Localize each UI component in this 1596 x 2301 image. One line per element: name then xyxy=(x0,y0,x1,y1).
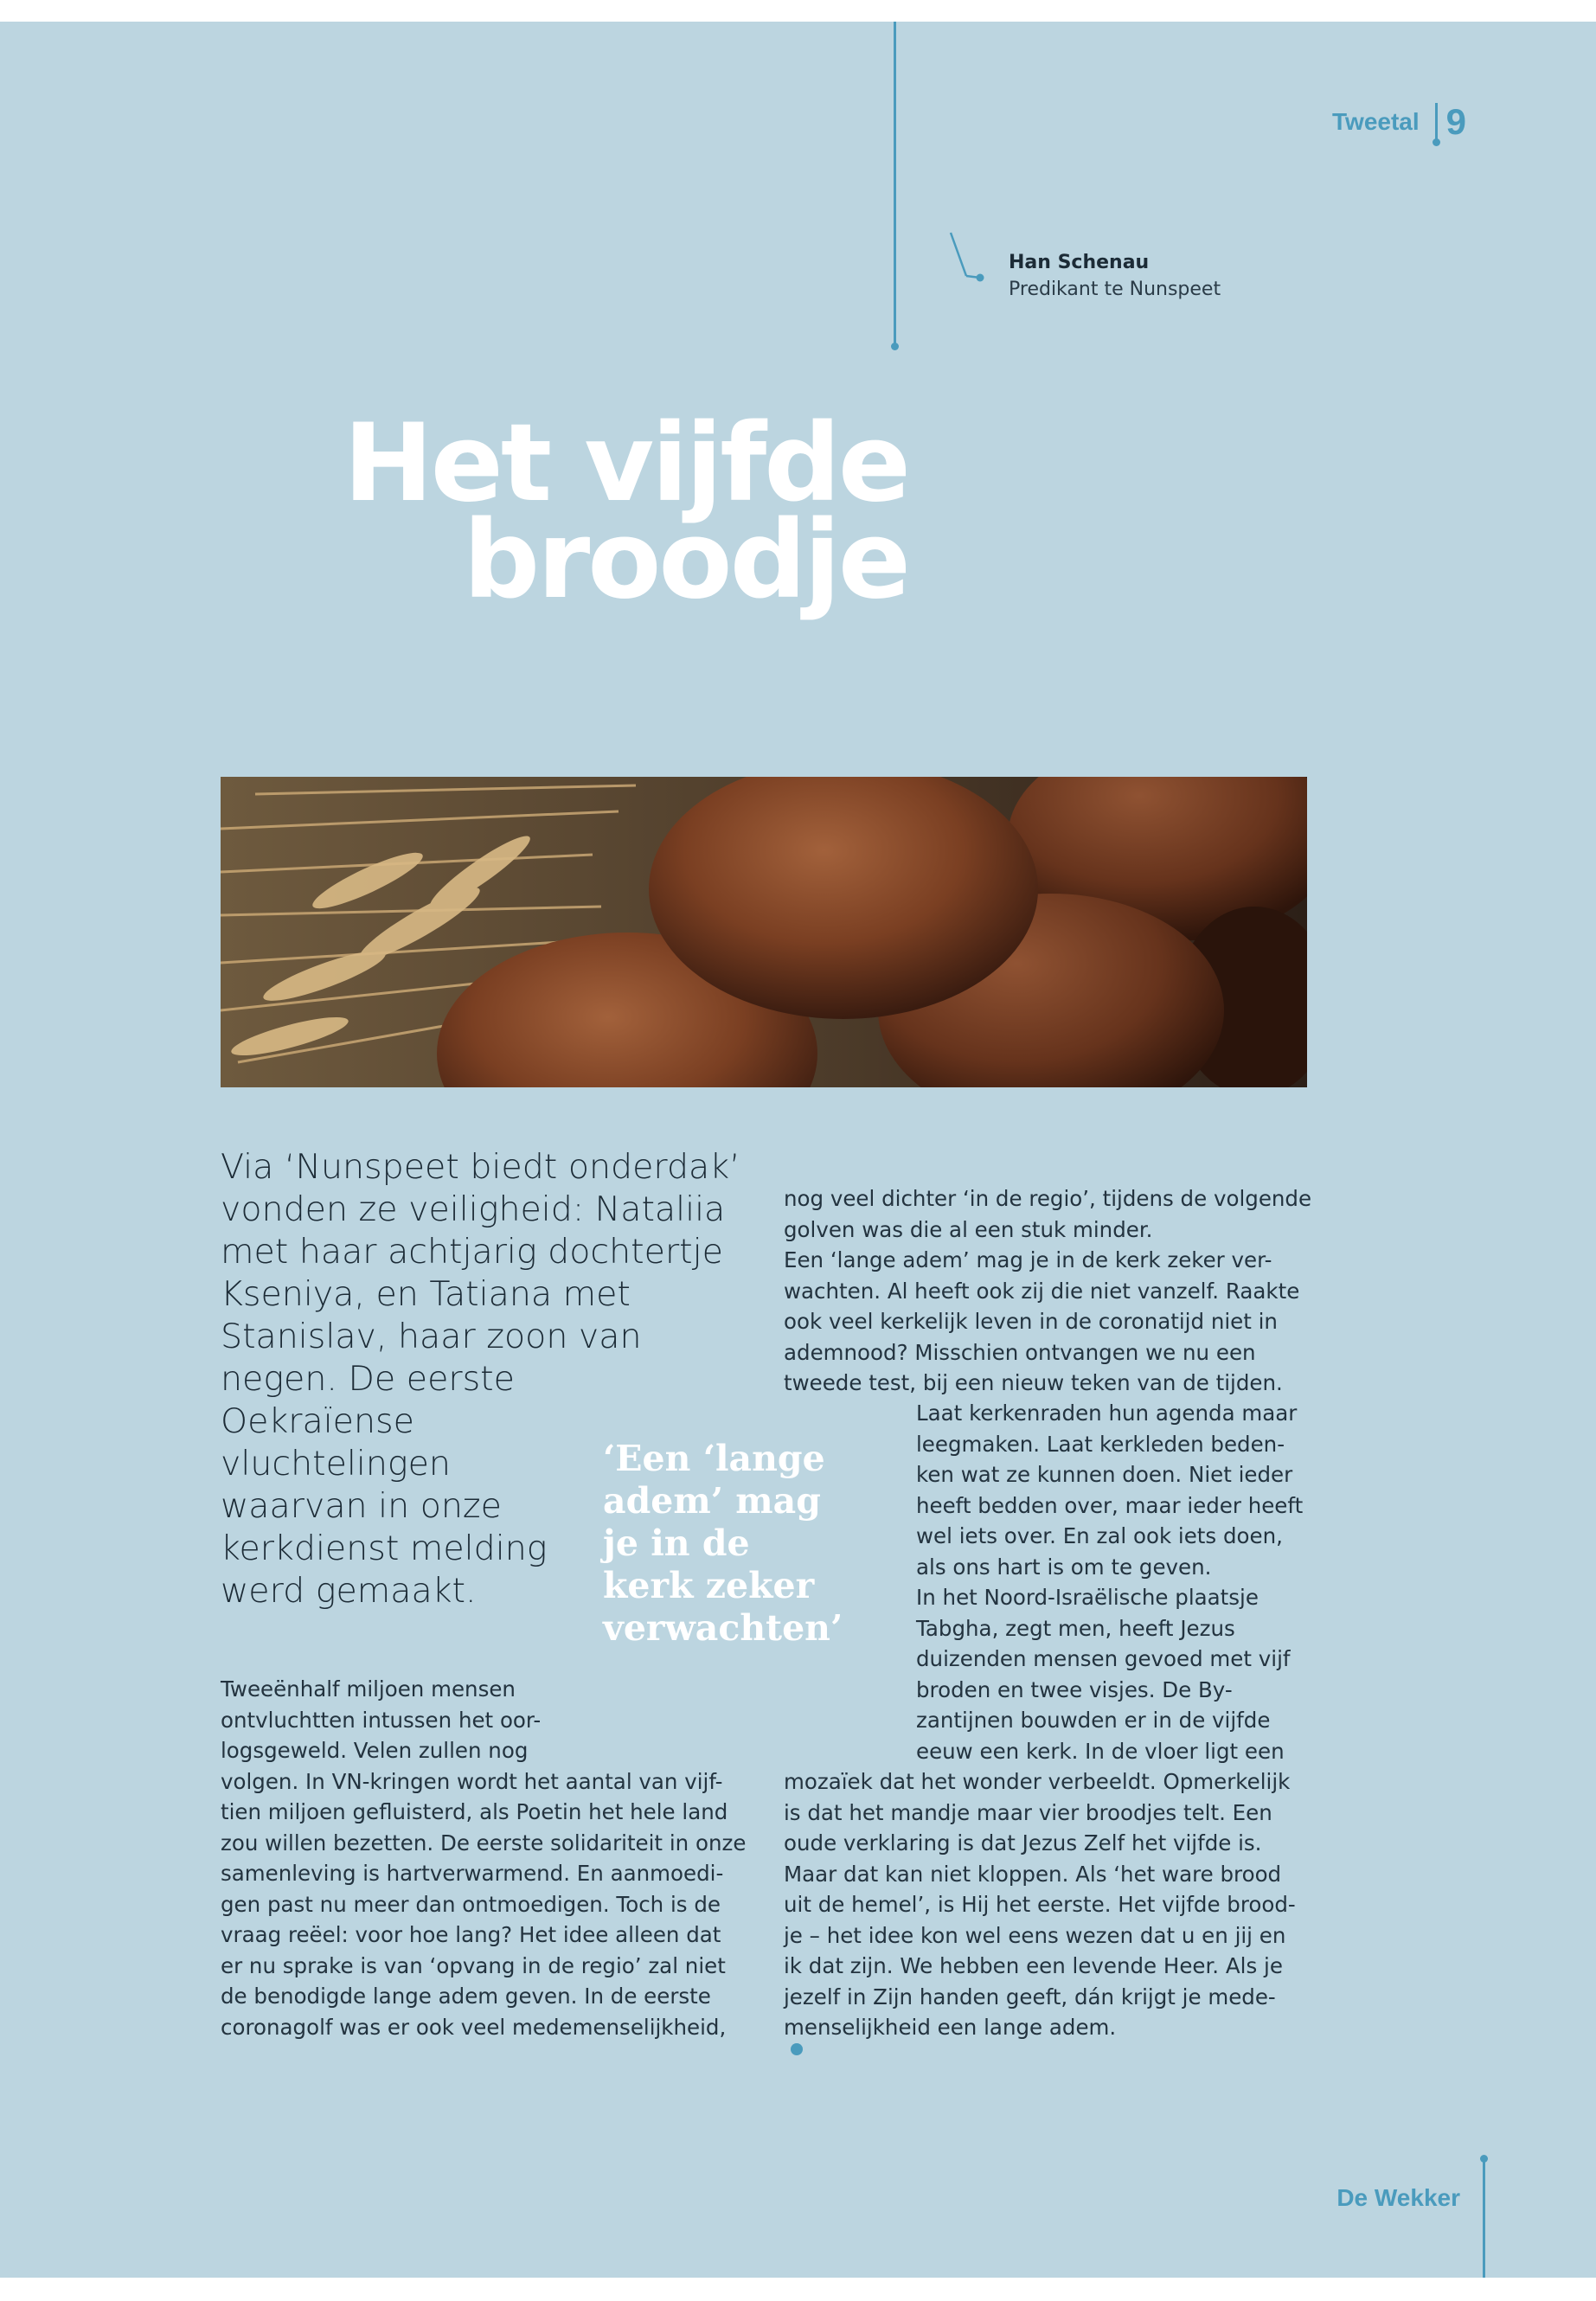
running-head xyxy=(1332,103,1466,141)
body-line: ken wat ze kunnen doen. Niet ieder xyxy=(916,1462,1293,1487)
body-line: golven was die al een stuk minder. xyxy=(784,1216,1153,1242)
body-line: samenleving is hartverwarmend. En aanmoedi- xyxy=(221,1861,724,1886)
body-line: je – het idee kon wel eens wezen dat u en jij en xyxy=(784,1922,1286,1948)
body-line: vraag reëel: voor hoe lang? Het idee alleen dat xyxy=(221,1922,721,1947)
running-head-bar xyxy=(1435,103,1438,141)
footer-divider-line xyxy=(1483,2158,1485,2278)
top-divider-line xyxy=(894,22,896,346)
body-line: Tabgha, zegt men, heeft Jezus xyxy=(916,1615,1235,1641)
body-line: Een ‘lange adem’ mag je in de kerk zeker ver- xyxy=(784,1247,1272,1272)
publication-name: De Wekker xyxy=(1336,2184,1460,2211)
top-divider-dot xyxy=(891,343,899,350)
pull-quote-line: je in de xyxy=(603,1522,750,1564)
body-line: jezelf in Zijn handen geeft, dán krijgt je mede- xyxy=(784,1984,1276,2009)
body-line: menselijkheid een lange adem. xyxy=(784,2015,1117,2040)
body-line: eeuw een kerk. In de vloer ligt een xyxy=(916,1738,1285,1764)
body-line: logsgeweld. Velen zullen nog xyxy=(221,1738,529,1763)
page-number: 9 xyxy=(1445,101,1466,142)
article-title-line: broodje xyxy=(463,498,908,623)
body-line: tien miljoen gefluisterd, als Poetin het hele land xyxy=(221,1799,728,1824)
body-line: broden en twee visjes. De By- xyxy=(916,1676,1233,1702)
pull-quote-line: ‘Een ‘lange xyxy=(603,1438,825,1479)
author-pointer-icon xyxy=(947,229,990,290)
lead-line: Kseniya, en Tatiana met xyxy=(221,1274,631,1314)
body-line: de benodigde lange adem geven. In de eerste xyxy=(221,1984,711,2009)
article-title xyxy=(285,401,908,623)
pull-quote-line: verwachten’ xyxy=(603,1607,843,1649)
lead-line: waarvan in onze xyxy=(221,1486,502,1526)
body-line: wel iets over. En zal ook iets doen, xyxy=(916,1523,1283,1548)
body-column-right-bottom xyxy=(784,1766,1296,2055)
author-role: Predikant te Nunspeet xyxy=(1009,279,1221,300)
body-line-last xyxy=(784,2012,1296,2055)
body-line: uit de hemel’, is Hij het eerste. Het vijfde brood- xyxy=(784,1892,1296,1917)
lead-line: met haar achtjarig dochtertje xyxy=(221,1232,723,1272)
body-line: wachten. Al heeft ook zij die niet vanzelf. Raakte xyxy=(784,1278,1300,1304)
pull-quote xyxy=(603,1438,843,1650)
body-line: er nu sprake is van ‘opvang in de regio’ zal niet xyxy=(221,1952,726,1978)
lead-line: Stanislav, haar zoon van xyxy=(221,1317,642,1356)
bread-photo xyxy=(221,777,1307,1087)
body-column-left xyxy=(221,1674,746,2042)
body-line: leegmaken. Laat kerkleden beden- xyxy=(916,1431,1285,1457)
body-line: als ons hart is om te geven. xyxy=(916,1554,1212,1580)
body-line: oude verklaring is dat Jezus Zelf het vijfde is. xyxy=(784,1830,1262,1856)
pull-quote-line: kerk zeker xyxy=(603,1565,815,1606)
article-title-line: Het vijfde xyxy=(343,401,908,526)
magazine-page xyxy=(0,22,1596,2278)
body-line: heeft bedden over, maar ieder heeft xyxy=(916,1492,1304,1518)
author-name: Han Schenau xyxy=(1009,252,1150,273)
body-line: ademnood? Misschien ontvangen we nu een xyxy=(784,1339,1256,1365)
body-line: volgen. In VN-kringen wordt het aantal van vijf- xyxy=(221,1768,723,1794)
body-line: ook veel kerkelijk leven in de coronatijd niet in xyxy=(784,1309,1278,1334)
body-line: ik dat zijn. We hebben een levende Heer. Als je xyxy=(784,1953,1283,1978)
body-line: duizenden mensen gevoed met vijf xyxy=(916,1646,1291,1671)
body-line: nog veel dichter ‘in de regio’, tijdens de volgende xyxy=(784,1186,1312,1211)
lead-line: werd gemaakt. xyxy=(221,1571,477,1611)
lead-line: Via ‘Nunspeet biedt onderdak’ xyxy=(221,1147,740,1187)
body-line: ontvluchtten intussen het oor- xyxy=(221,1707,542,1733)
section-label: Tweetal xyxy=(1332,108,1420,135)
body-line: tweede test, bij een nieuw teken van de tijden. xyxy=(784,1370,1283,1395)
body-line: zantijnen bouwden er in de vijfde xyxy=(916,1708,1271,1733)
body-line: zou willen bezetten. De eerste solidariteit in onze xyxy=(221,1830,747,1856)
body-line: mozaïek dat het wonder verbeeldt. Opmerkelijk xyxy=(784,1769,1291,1794)
body-line: coronagolf was er ook veel medemenselijkheid, xyxy=(221,2014,727,2040)
body-line: Maar dat kan niet kloppen. Als ‘het ware brood xyxy=(784,1861,1282,1887)
body-line: is dat het mandje maar vier broodjes telt. Een xyxy=(784,1799,1272,1825)
footer-divider-dot xyxy=(1480,2155,1488,2163)
lead-line: kerkdienst melding xyxy=(221,1529,548,1568)
body-column-right-indented xyxy=(916,1398,1303,1766)
end-mark-dot-icon xyxy=(791,2043,803,2055)
lead-line: negen. De eerste xyxy=(221,1359,515,1399)
body-line: Laat kerkenraden hun agenda maar xyxy=(916,1400,1298,1426)
lead-line: vonden ze veiligheid: Nataliia xyxy=(221,1189,726,1229)
lead-line: Oekraïense xyxy=(221,1401,414,1441)
body-line: In het Noord-Israëlische plaatsje xyxy=(916,1585,1259,1610)
body-column-right-top xyxy=(784,1183,1311,1399)
pull-quote-line: adem’ mag xyxy=(603,1480,821,1522)
lead-line: vluchtelingen xyxy=(221,1444,451,1484)
bread-illustration xyxy=(221,777,1307,1087)
body-line: Tweeënhalf miljoen mensen xyxy=(221,1676,516,1702)
body-line: gen past nu meer dan ontmoedigen. Toch is de xyxy=(221,1891,721,1917)
